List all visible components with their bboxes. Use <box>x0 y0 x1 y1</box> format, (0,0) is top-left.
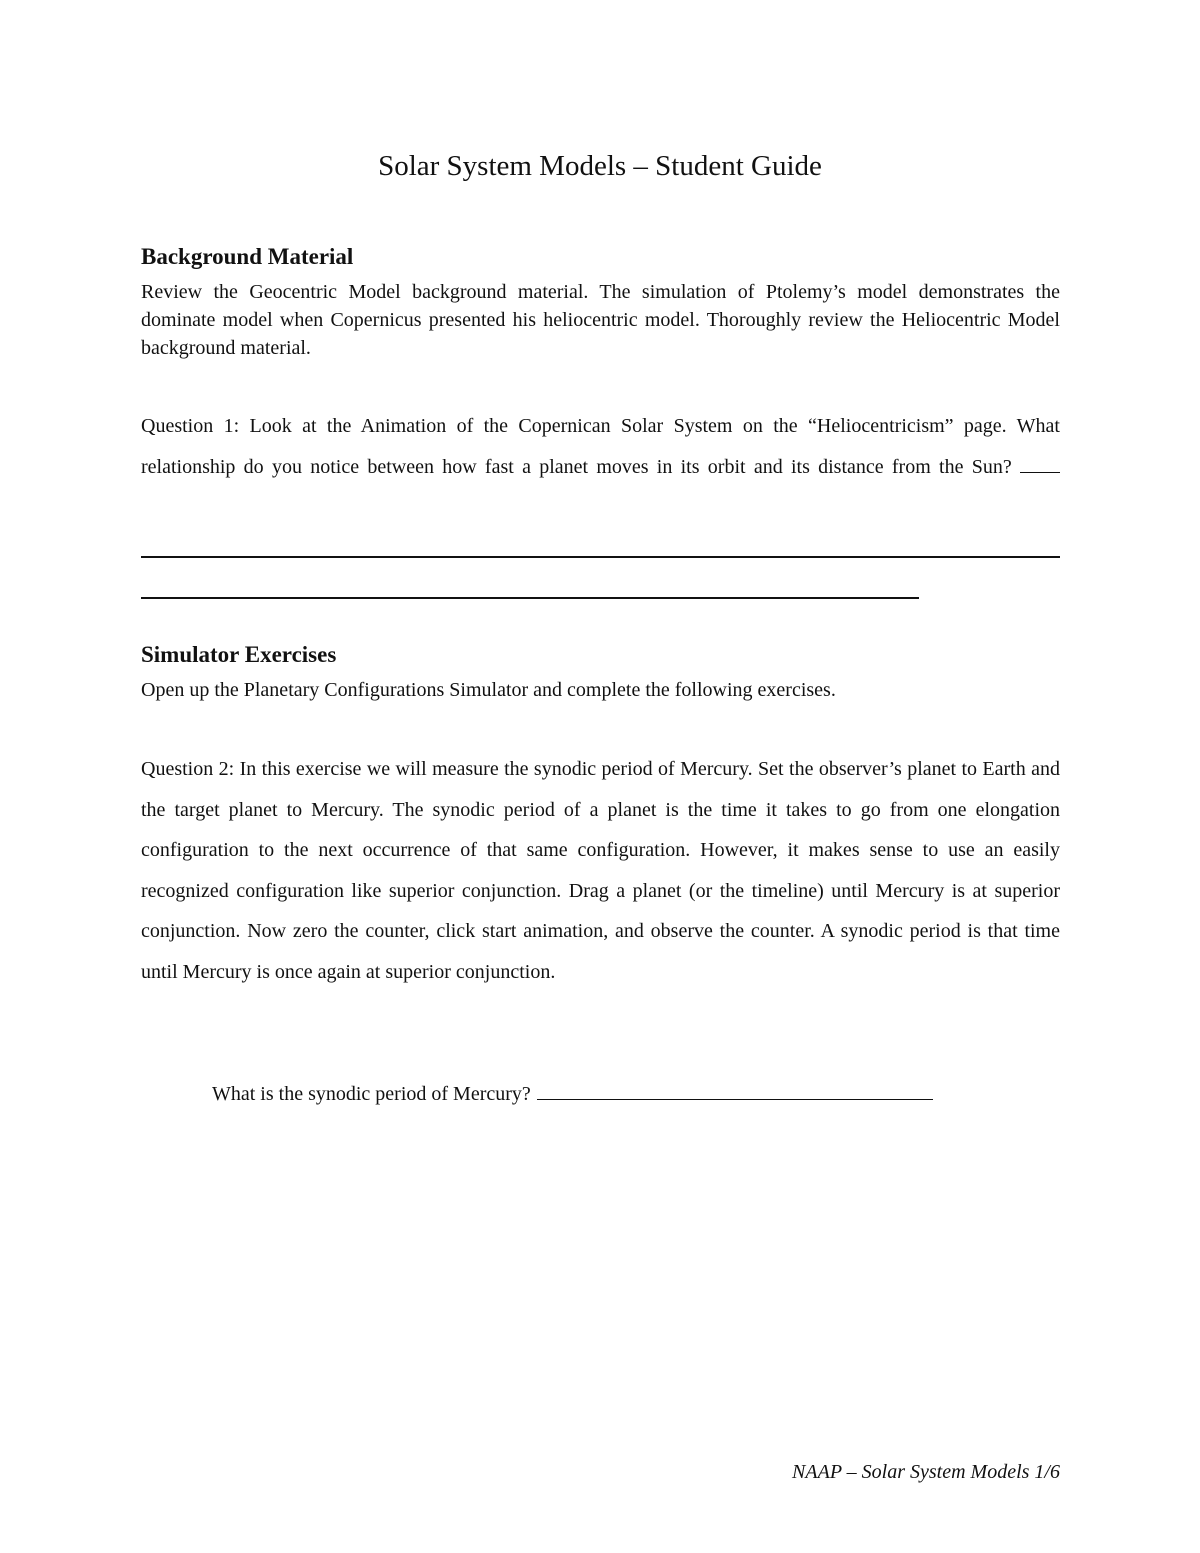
page-title: Solar System Models – Student Guide <box>378 150 822 182</box>
mercury-synodic-period-answer <box>212 1078 933 1110</box>
question-1-text: Question 1: Look at the Animation of the Copernican Solar System on the “Heliocentricism” page. What relationship do you notice between how fast a planet moves in its orbit and its distance from the Sun? <box>141 415 1060 478</box>
question-2-paragraph: Question 2: In this exercise we will measure the synodic period of Mercury. Set the observer’s planet to Earth and the target planet to Mercury. The synodic period of a planet is the time it takes to go from one elongation configuration to the next occurrence of that same configuration. However, it makes sense to use an easily recognized configuration like superior conjunction. Drag a planet (or the timeline) until Mercury is at superior conjunction. Now zero the counter, click start animation, and observe the counter. A synodic period is that time until Mercury is once again at superior conjunction. <box>141 758 1060 983</box>
question-1-answer-line-2[interactable] <box>141 556 1060 558</box>
background-paragraph: Review the Geocentric Model background material. The simulation of Ptolemy’s model demonstrates the dominate model when Copernicus presented his heliocentric model. Thoroughly review the Heliocentric Model background material. <box>141 281 1060 359</box>
page-footer: NAAP – Solar System Models 1/6 <box>792 1461 1060 1483</box>
simulator-heading: Simulator Exercises <box>141 642 337 667</box>
question-2-prompt: What is the synodic period of Mercury? <box>212 1083 531 1105</box>
simulator-intro: Open up the Planetary Configurations Simulator and complete the following exercises. <box>141 679 836 701</box>
question-2-answer-line[interactable] <box>537 1098 933 1100</box>
question-1-answer-line-3[interactable] <box>141 597 919 599</box>
question-1-answer-line[interactable] <box>1020 471 1060 473</box>
background-heading: Background Material <box>141 244 354 269</box>
question-1-paragraph <box>141 406 1060 487</box>
